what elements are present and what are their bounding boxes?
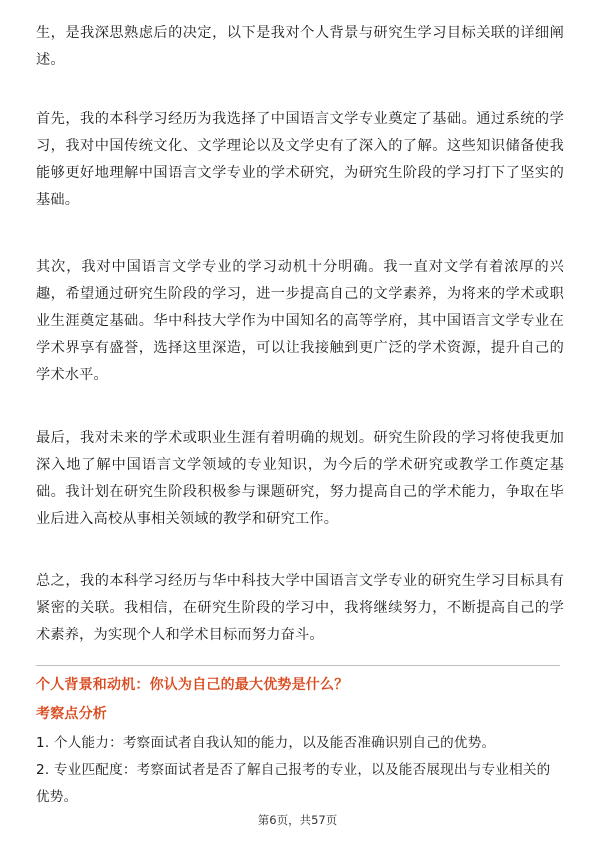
analysis-item: 2. 专业匹配度：考察面试者是否了解自己报考的专业，以及能否展现出与专业相关的优势。	[36, 762, 551, 805]
paragraph-first: 首先，我的本科学习经历为我选择了中国语言文学专业奠定了基础。通过系统的学习，我对中国传统文化、文学理论以及文学史有了深入的了解。这些知识储备使我能够更好地理解中国语言文学专业的学术研究，为研究生阶段的学习打下了坚实的基础。	[36, 111, 564, 208]
analysis-heading: 考察点分析	[36, 706, 107, 722]
paragraph-finally: 最后，我对未来的学术或职业生涯有着明确的规划。研究生阶段的学习将使我更加深入地了解中国语言文学领域的专业知识，为今后的学术研究或教学工作奠定基础。我计划在研究生阶段积极参与课题研究，努力提高自己的学术能力，争取在毕业后进入高校从事相关领域的教学和研究工作。	[36, 430, 564, 527]
analysis-item: 1. 个人能力：考察面试者自我认知的能力，以及能否准确识别自己的优势。	[36, 735, 496, 751]
paragraph-intro-continuation: 生，是我深思熟虑后的决定，以下是我对个人背景与研究生学习目标关联的详细阐述。	[36, 25, 564, 68]
paragraph-conclusion: 总之，我的本科学习经历与华中科技大学中国语言文学专业的研究生学习目标具有紧密的关联。我相信，在研究生阶段的学习中，我将继续努力，不断提高自己的学术素养，为实现个人和学术目标而努力奋斗。	[36, 573, 564, 643]
section-divider	[36, 665, 560, 666]
paragraph-second: 其次，我对中国语言文学专业的学习动机十分明确。我一直对文学有着浓厚的兴趣，希望通过研究生阶段的学习，进一步提高自己的文学素养，为将来的学术或职业生涯奠定基础。华中科技大学作为中国知名的高等学府，其中国语言文学专业在学术界享有盛誉，选择这里深造，可以让我接触到更广泛的学术资源，提升自己的学术水平。	[36, 259, 564, 383]
page-number-footer: 第6页，共57页	[257, 813, 338, 827]
interview-question-heading: 个人背景和动机：你认为自己的最大优势是什么？	[36, 677, 349, 693]
